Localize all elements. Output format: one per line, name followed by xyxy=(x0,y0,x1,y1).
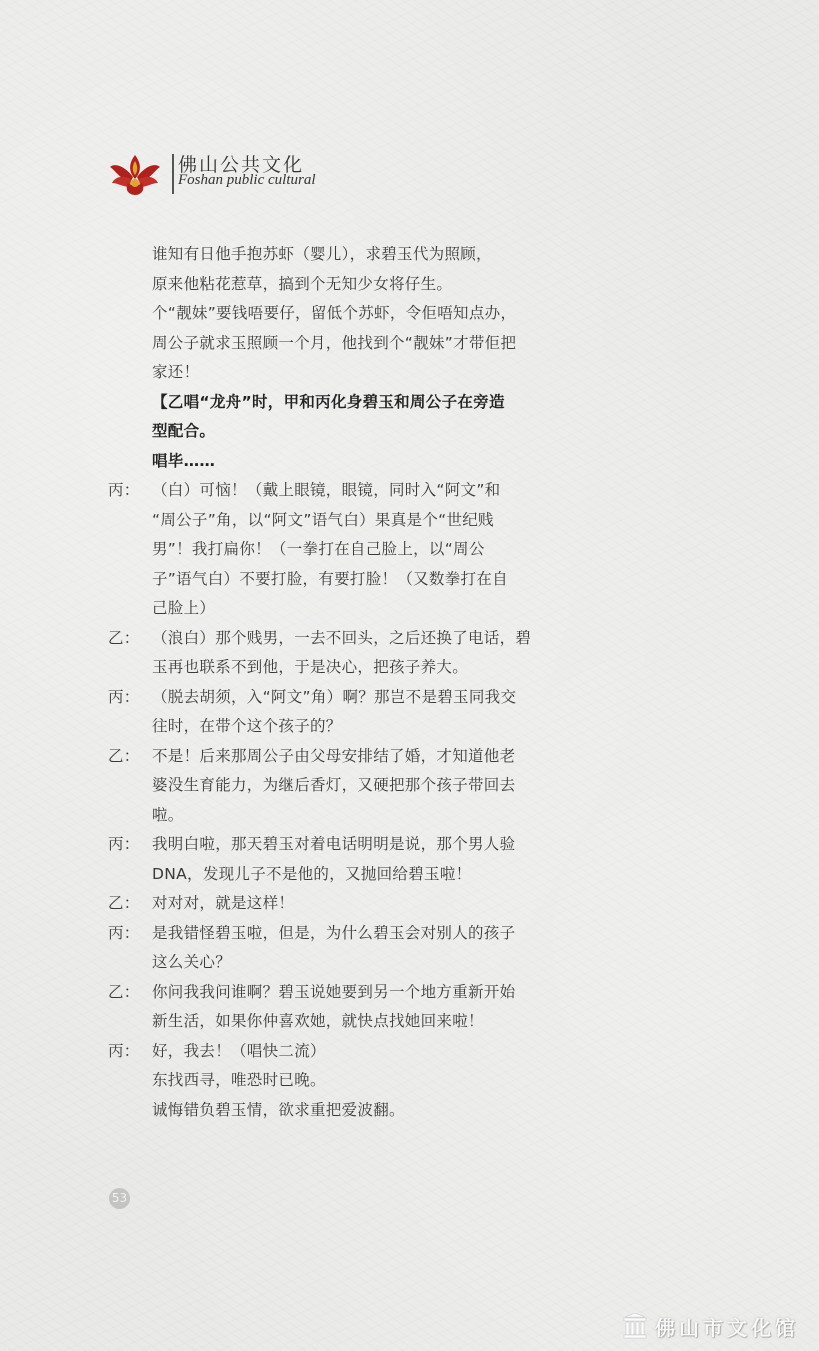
script-line xyxy=(108,535,578,565)
line-text: 谁知有日他手抱苏虾（婴儿），求碧玉代为照顾， xyxy=(152,245,492,263)
script-line xyxy=(108,948,578,978)
script-line xyxy=(108,447,578,477)
watermark-text: 佛山市文化馆 xyxy=(655,1315,799,1340)
script-line xyxy=(108,299,578,329)
script-line xyxy=(108,771,578,801)
line-text: 啦。 xyxy=(152,805,184,824)
script-line xyxy=(108,801,578,831)
watermark xyxy=(623,1313,799,1339)
line-text: 个“靓妹”要钱唔要仔，留低个苏虾，令佢唔知点办， xyxy=(152,304,517,322)
script-text xyxy=(108,240,578,1125)
script-line xyxy=(108,565,578,595)
script-line xyxy=(108,919,578,949)
script-line xyxy=(108,860,578,890)
line-text: 不是！后来那周公子由父母安排结了婚，才知道他老 xyxy=(152,746,516,765)
lotus-flower-logo xyxy=(108,153,162,197)
script-line xyxy=(108,388,578,418)
speaker-label: 丙： xyxy=(108,923,140,942)
line-text: 是我错怪碧玉啦，但是，为什么碧玉会对别人的孩子 xyxy=(152,923,516,942)
line-text: 我明白啦，那天碧玉对着电话明明是说，那个男人验 xyxy=(152,835,516,853)
brand-title-chinese: 佛山公共文化 xyxy=(178,154,305,176)
speaker-label: 丙： xyxy=(108,687,140,706)
script-line xyxy=(108,683,578,713)
script-line xyxy=(108,358,578,388)
line-text: 好，我去！（唱快二流） xyxy=(152,1041,326,1060)
line-text: （浪白）那个贱男，一去不回头，之后还换了电话，碧 xyxy=(152,628,532,647)
line-text: 唱毕…… xyxy=(152,451,216,470)
line-text: 你问我我问谁啊？碧玉说她要到另一个地方重新开始 xyxy=(152,982,516,1001)
line-text: 东找西寻，唯恐时已晚。 xyxy=(152,1071,326,1089)
header-divider xyxy=(172,154,174,194)
script-line xyxy=(108,329,578,359)
script-line xyxy=(108,1096,578,1126)
line-text: 男”！我打扁你！（一拳打在自己脸上，以“周公 xyxy=(152,540,485,558)
script-line xyxy=(108,1066,578,1096)
script-line xyxy=(108,1037,578,1067)
script-line xyxy=(108,712,578,742)
script-line xyxy=(108,889,578,919)
line-text: 对对对，就是这样！ xyxy=(152,894,295,912)
speaker-label: 丙： xyxy=(108,835,140,853)
line-text: 原来他粘花惹草，搞到个无知少女将仔生。 xyxy=(152,274,453,293)
script-line xyxy=(108,830,578,860)
line-text: 子”语气白）不要打脸，有要打脸！（又数拳打在自 xyxy=(152,569,508,588)
script-line xyxy=(108,978,578,1008)
line-text: 往时，在带个这个孩子的？ xyxy=(152,717,342,735)
script-line xyxy=(108,653,578,683)
page-number: 53 xyxy=(109,1188,130,1209)
speaker-label: 丙： xyxy=(108,481,140,499)
speaker-label: 丙： xyxy=(108,1041,140,1060)
script-line xyxy=(108,476,578,506)
speaker-label: 乙： xyxy=(108,746,140,765)
line-text: （白）可恼！（戴上眼镜，眼镜，同时入“阿文”和 xyxy=(152,481,501,499)
script-line xyxy=(108,624,578,654)
script-line xyxy=(108,1007,578,1037)
script-line xyxy=(108,742,578,772)
line-text: 玉再也联系不到他，于是决心，把孩子养大。 xyxy=(152,658,469,676)
script-line xyxy=(108,417,578,447)
speaker-label: 乙： xyxy=(108,894,140,912)
speaker-label: 乙： xyxy=(108,628,140,647)
publication-header xyxy=(108,150,368,200)
line-text: “周公子”角，以“阿文”语气白）果真是个“世纪贱 xyxy=(152,510,494,529)
line-text: 新生活，如果你仲喜欢她，就快点找她回来啦！ xyxy=(152,1012,484,1030)
script-line xyxy=(108,594,578,624)
line-text: 家还！ xyxy=(152,363,200,381)
script-line xyxy=(108,270,578,300)
line-text: 婆没生育能力，为继后香灯，又硬把那个孩子带回去 xyxy=(152,776,516,794)
line-text: 这么关心？ xyxy=(152,953,232,971)
line-text: 周公子就求玉照顾一个月，他找到个“靓妹”才带佢把 xyxy=(152,333,517,352)
line-text: 型配合。 xyxy=(152,422,216,440)
line-text: 己脸上） xyxy=(152,599,216,617)
brand-title-english: Foshan public cultural xyxy=(178,172,316,188)
line-text: 【乙唱“龙舟”时，甲和丙化身碧玉和周公子在旁造 xyxy=(152,392,505,411)
line-text: 诚悔错负碧玉情，欲求重把爱波翻。 xyxy=(152,1100,405,1119)
script-line xyxy=(108,506,578,536)
library-building-icon xyxy=(623,1313,647,1339)
line-text: DNA，发现儿子不是他的，又抛回给碧玉啦！ xyxy=(152,864,472,883)
speaker-label: 乙： xyxy=(108,982,140,1001)
script-line xyxy=(108,240,578,270)
line-text: （脱去胡须，入“阿文”角）啊？那岂不是碧玉同我交 xyxy=(152,687,517,706)
